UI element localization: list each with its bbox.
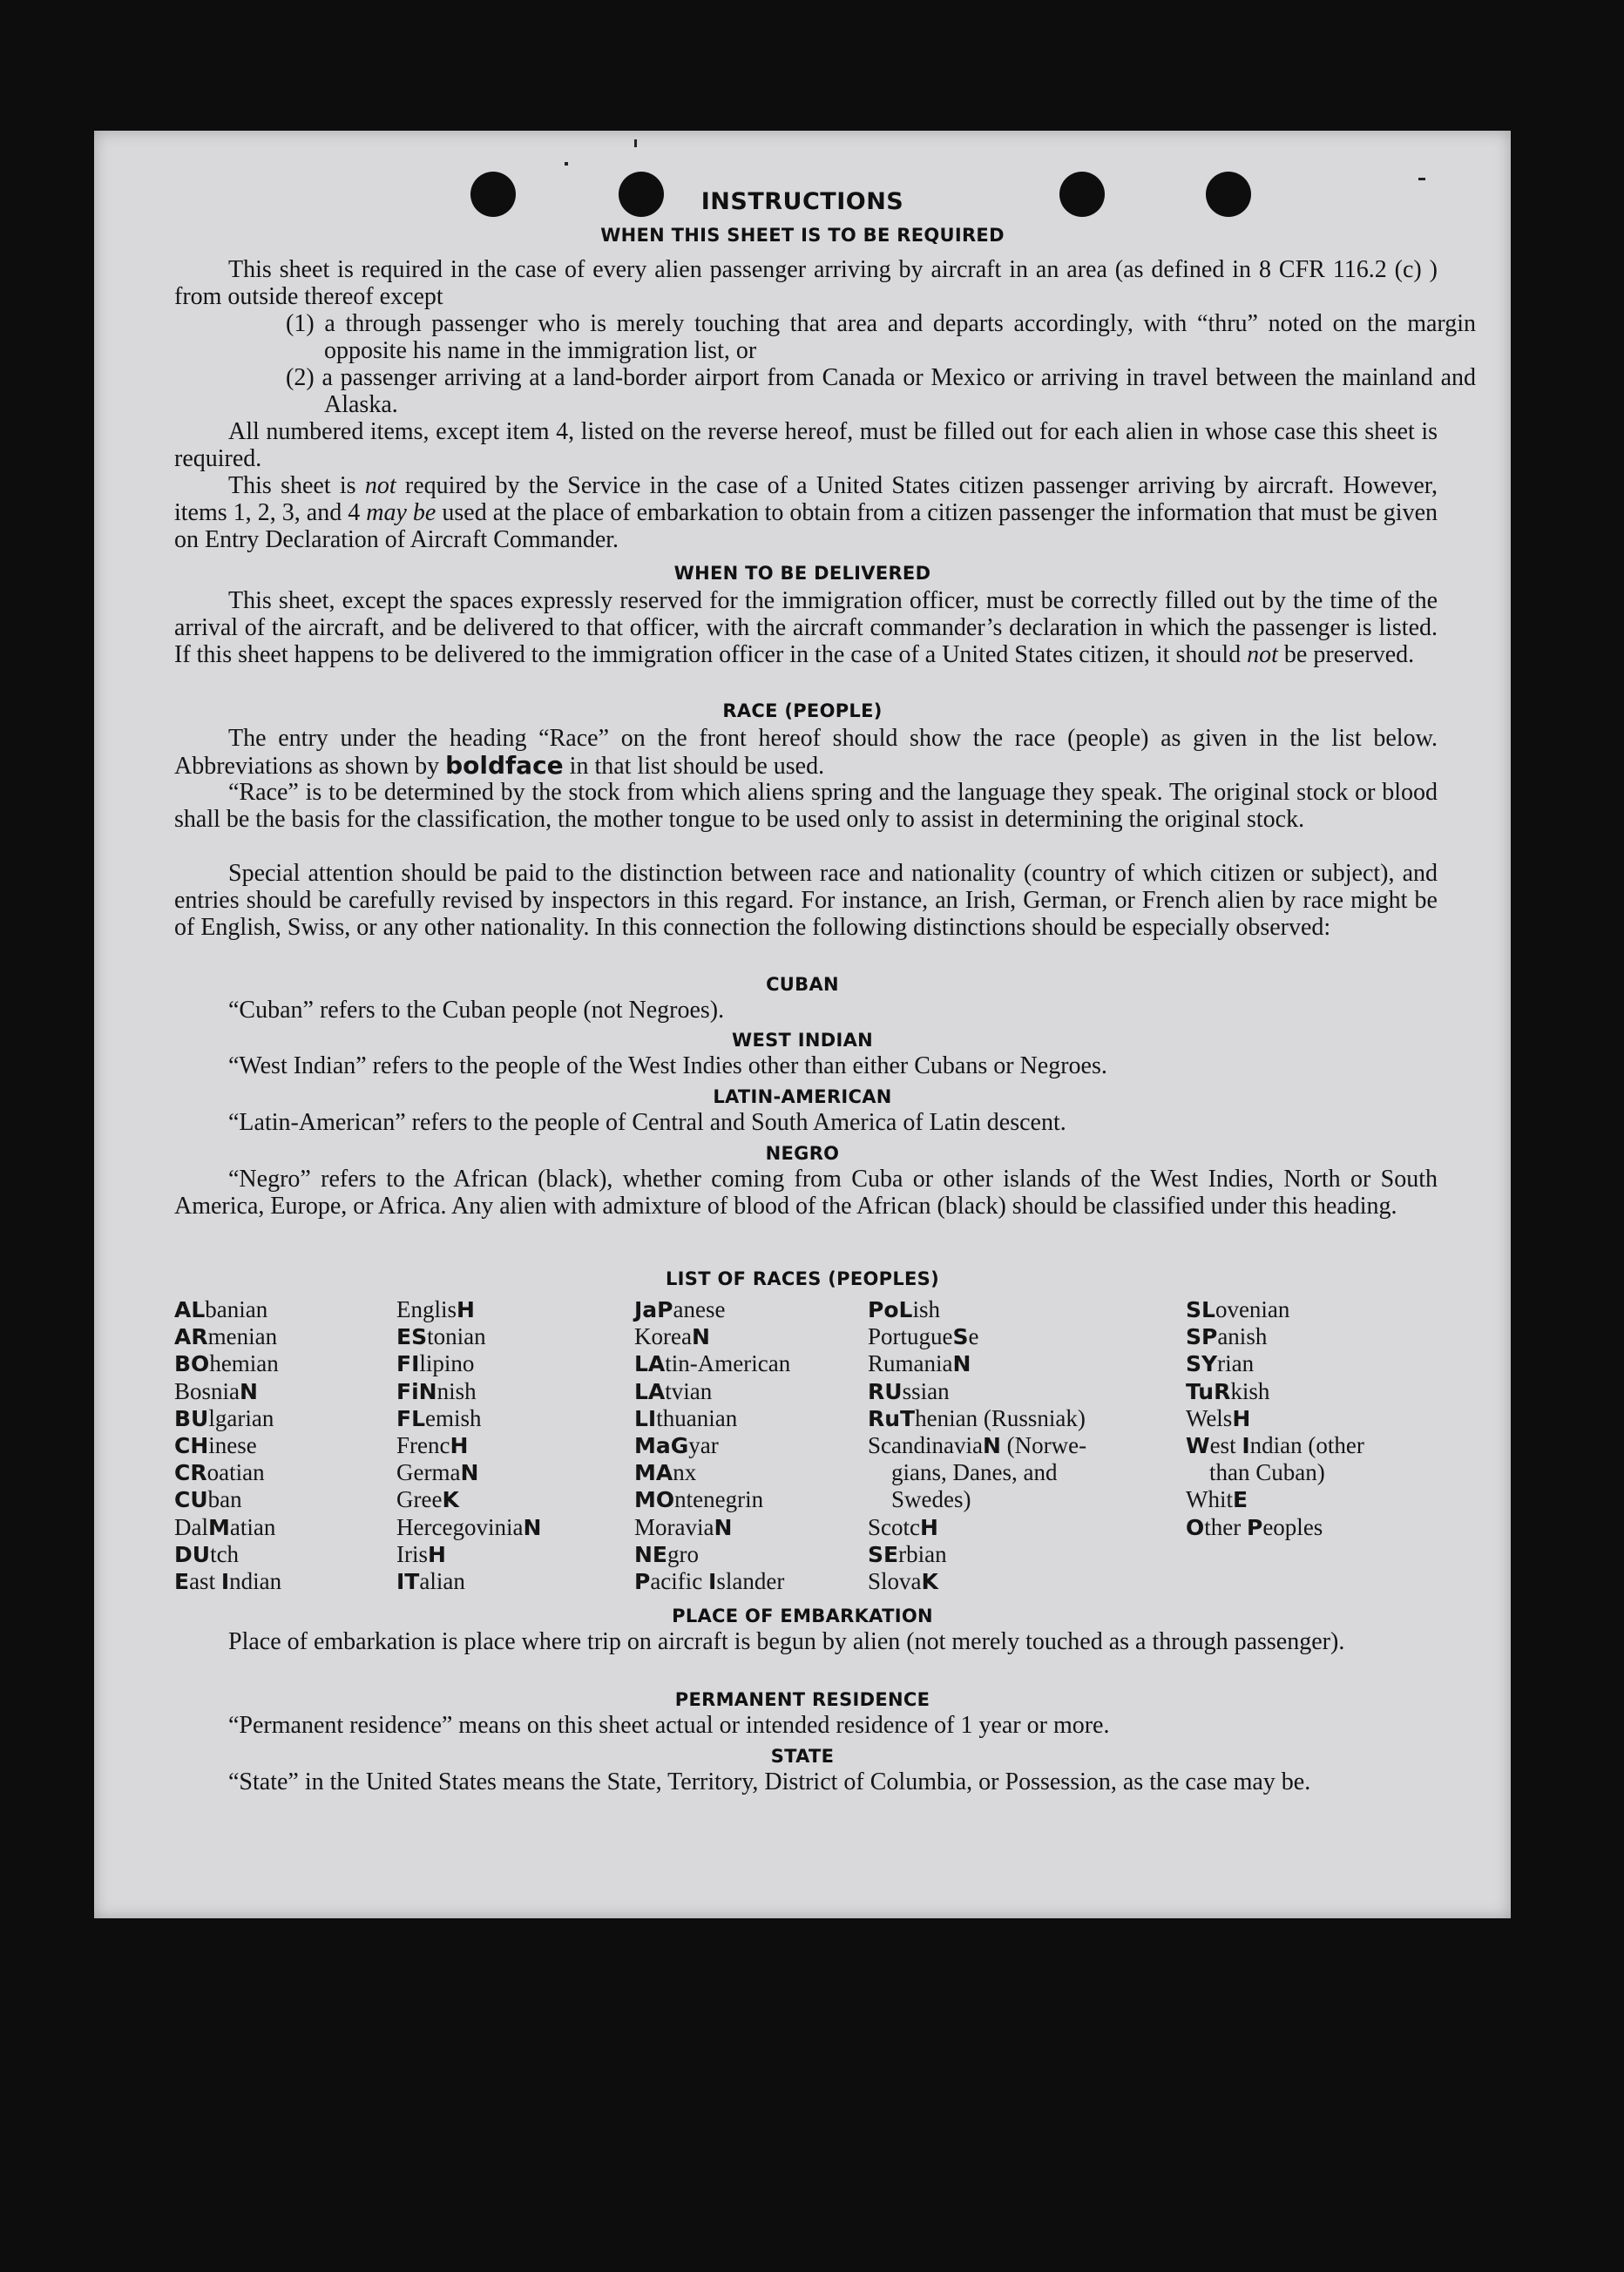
race-entry: FrencH bbox=[396, 1432, 469, 1459]
boldface-word: boldface bbox=[445, 751, 564, 780]
race-entry: Swedes) bbox=[868, 1486, 971, 1513]
section-heading-race: RACE (PEOPLE) bbox=[722, 700, 883, 721]
race-entry: RUssian bbox=[868, 1377, 950, 1404]
paragraph bbox=[174, 725, 1438, 780]
paragraph-text: The entry under the heading “Race” on the front hereof should show the race (people) as given in the list below. Abbreviations as shown by bbox=[174, 725, 1438, 780]
list-item: (2) a passenger arriving at a land-border airport from Canada or Mexico or arriving in travel between the mainland and Alaska. bbox=[286, 364, 1476, 418]
race-entry: EnglisH bbox=[396, 1296, 475, 1322]
paragraph: Place of embarkation is place where trip on aircraft is begun by alien (not merely touched as a through passenger). bbox=[228, 1628, 1345, 1655]
section-heading-latin-american: LATIN-AMERICAN bbox=[713, 1086, 892, 1107]
race-entry: SErbian bbox=[868, 1540, 947, 1567]
paragraph bbox=[174, 472, 1438, 553]
race-entry: BUlgarian bbox=[174, 1404, 274, 1431]
paragraph-text: This sheet, except the spaces expressly reserved for the immigration officer, must be correctly filled out by the time of the arrival of the aircraft, and be delivered to that officer, with the aircraft commander’s declaration in which the passenger is listed. If this sheet happens to be delivered to the immigration officer in the case of a United States citizen, it should bbox=[174, 587, 1438, 668]
race-entry: LIthuanian bbox=[634, 1404, 738, 1431]
race-entry: PoLish bbox=[868, 1296, 940, 1322]
race-entry: RuThenian (Russniak) bbox=[868, 1404, 1086, 1431]
section-heading-when-delivered: WHEN TO BE DELIVERED bbox=[673, 563, 931, 584]
race-entry: IrisH bbox=[396, 1540, 446, 1567]
section-heading-when-required: WHEN THIS SHEET IS TO BE REQUIRED bbox=[600, 225, 1005, 246]
section-heading-embarkation: PLACE OF EMBARKATION bbox=[672, 1606, 933, 1626]
race-entry: WhitE bbox=[1186, 1486, 1248, 1513]
emphasis: not bbox=[364, 472, 396, 499]
race-entry: East Indian bbox=[174, 1568, 282, 1595]
race-entry: GermaN bbox=[396, 1459, 479, 1486]
emphasis: not bbox=[1247, 641, 1278, 668]
section-heading-list-of-races: LIST OF RACES (PEOPLES) bbox=[665, 1268, 939, 1289]
race-column bbox=[1186, 1296, 1447, 1541]
paragraph: “Cuban” refers to the Cuban people (not Negroes). bbox=[228, 997, 725, 1024]
race-entry: BosniaN bbox=[174, 1377, 258, 1404]
emphasis: may be bbox=[366, 499, 436, 526]
race-entry: GreeK bbox=[396, 1486, 459, 1513]
race-entry: ITalian bbox=[396, 1568, 465, 1595]
race-entry: CHinese bbox=[174, 1432, 257, 1459]
race-entry: ScandinaviaN (Norwe- bbox=[868, 1432, 1087, 1459]
race-entry: BOhemian bbox=[174, 1350, 279, 1377]
race-entry: West Indian (other bbox=[1186, 1432, 1364, 1459]
race-column bbox=[174, 1296, 392, 1595]
section-heading-west-indian: WEST INDIAN bbox=[731, 1030, 874, 1051]
page-title: INSTRUCTIONS bbox=[700, 188, 904, 215]
race-entry: CRoatian bbox=[174, 1459, 265, 1486]
race-entry: SLovenian bbox=[1186, 1296, 1290, 1322]
paragraph: “Race” is to be determined by the stock from which aliens spring and the language they speak. The original stock or blood shall be the basis for the classification, the mother tongue to be used only to assist in determining the original stock. bbox=[174, 779, 1438, 833]
race-entry: SPanish bbox=[1186, 1323, 1268, 1350]
race-column bbox=[868, 1296, 1164, 1595]
race-entry: SYrian bbox=[1186, 1350, 1255, 1377]
race-entry: MAnx bbox=[634, 1459, 697, 1486]
race-entry: FiNnish bbox=[396, 1377, 477, 1404]
race-entry: DalMatian bbox=[174, 1513, 276, 1540]
race-entry: PortugueSe bbox=[868, 1323, 979, 1350]
race-entry: MaGyar bbox=[634, 1432, 719, 1459]
race-entry: FLemish bbox=[396, 1404, 482, 1431]
section-heading-cuban: CUBAN bbox=[766, 974, 839, 995]
paragraph-text: be preserved. bbox=[1277, 641, 1415, 668]
race-entry: Pacific Islander bbox=[634, 1568, 785, 1595]
race-entry: LAtin-American bbox=[634, 1350, 791, 1377]
race-column bbox=[396, 1296, 614, 1595]
instruction-sheet bbox=[94, 131, 1511, 1918]
race-entry: CUban bbox=[174, 1486, 242, 1513]
paragraph-text: This sheet is bbox=[228, 472, 365, 499]
race-entry: ALbanian bbox=[174, 1296, 268, 1322]
paragraph: This sheet is required in the case of every alien passenger arriving by aircraft in an area (as defined in 8 CFR 116.2 (c) ) from outside thereof except bbox=[174, 256, 1438, 310]
race-entry: HercegoviniaN bbox=[396, 1513, 542, 1540]
paragraph: “State” in the United States means the State, Territory, District of Columbia, or Possession, as the case may be. bbox=[228, 1768, 1311, 1795]
paragraph: Special attention should be paid to the distinction between race and nationality (country of which citizen or subject), and entries should be carefully revised by inspectors in this regard. For instance, an Irish, German, or French alien by race might be of English, Swiss, or any other nationality. In this connection the following distinctions should be especially observed: bbox=[174, 860, 1438, 941]
race-entry: RumaniaN bbox=[868, 1350, 971, 1377]
race-entry: WelsH bbox=[1186, 1404, 1251, 1431]
paragraph-text: required by the Service in the case of a United States citizen passenger arriving by aircraft. However, items 1, 2, 3, and 4 bbox=[174, 472, 1438, 526]
race-entry: TuRkish bbox=[1186, 1377, 1270, 1404]
race-entry: ScotcH bbox=[868, 1513, 938, 1540]
paragraph: “West Indian” refers to the people of the West Indies other than either Cubans or Negroes. bbox=[228, 1052, 1107, 1079]
race-entry: FIlipino bbox=[396, 1350, 475, 1377]
race-entry: MoraviaN bbox=[634, 1513, 733, 1540]
race-entry: MOntenegrin bbox=[634, 1486, 764, 1513]
paragraph bbox=[174, 587, 1438, 668]
race-entry: than Cuban) bbox=[1186, 1459, 1325, 1486]
list-item: (1) a through passenger who is merely touching that area and departs accordingly, with “thru” noted on the margin opposite his name in the immigration list, or bbox=[286, 310, 1476, 364]
section-heading-permanent-residence: PERMANENT RESIDENCE bbox=[674, 1689, 930, 1710]
paragraph: “Negro” refers to the African (black), whether coming from Cuba or other islands of the West Indies, North or South America, Europe, or Africa. Any alien with admixture of blood of the African (black) should be classified under this heading. bbox=[174, 1166, 1438, 1220]
race-entry: gians, Danes, and bbox=[868, 1459, 1058, 1486]
section-heading-state: STATE bbox=[770, 1746, 835, 1767]
paragraph: “Permanent residence” means on this sheet actual or intended residence of 1 year or more. bbox=[228, 1712, 1110, 1739]
race-entry: LAtvian bbox=[634, 1377, 713, 1404]
race-entry: ARmenian bbox=[174, 1323, 278, 1350]
paragraph: All numbered items, except item 4, listed on the reverse hereof, must be filled out for each alien in whose case this sheet is required. bbox=[174, 418, 1438, 472]
race-entry: SlovaK bbox=[868, 1568, 938, 1595]
paragraph: “Latin-American” refers to the people of Central and South America of Latin descent. bbox=[228, 1109, 1066, 1136]
race-entry: JaPanese bbox=[634, 1296, 726, 1322]
section-heading-negro: NEGRO bbox=[765, 1143, 840, 1164]
race-entry: EStonian bbox=[396, 1323, 486, 1350]
paragraph-text: in that list should be used. bbox=[563, 753, 825, 780]
race-entry: NEgro bbox=[634, 1540, 700, 1567]
race-entry: DUtch bbox=[174, 1540, 240, 1567]
race-entry: KoreaN bbox=[634, 1323, 710, 1350]
paragraph-text: used at the place of embarkation to obtain from a citizen passenger the information that must be given on Entry Declaration of Aircraft Commander. bbox=[174, 499, 1438, 553]
race-column bbox=[634, 1296, 861, 1595]
race-entry: Other Peoples bbox=[1186, 1513, 1323, 1540]
